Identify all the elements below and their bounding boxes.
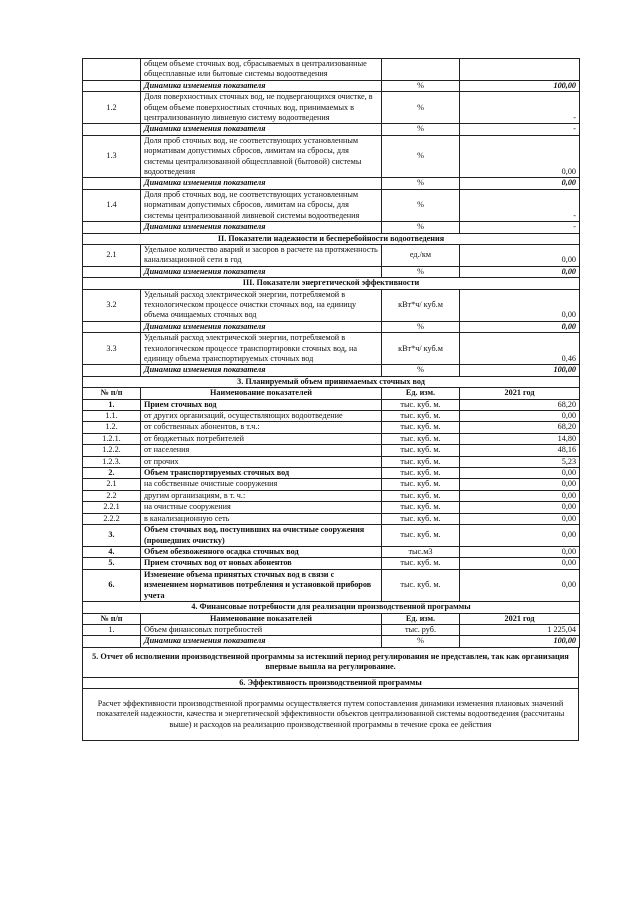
indicator-name: Прием сточных вод [141,399,382,410]
unit-cell: тыс. руб. [382,624,460,635]
value-cell: 0,00 [460,411,580,422]
unit-cell: % [382,178,460,189]
unit-cell: тыс. куб. м. [382,502,460,513]
unit-cell: % [382,135,460,178]
planned-volume-table [82,376,580,602]
col-name-header: Наименование показателей [141,388,382,399]
row-number [83,365,141,376]
row-number: 1.1. [83,411,141,422]
unit-cell: % [382,636,460,647]
unit-cell: кВт*ч/ куб.м [382,333,460,365]
row-number [83,59,141,81]
volume-row [83,433,580,444]
volume-row [83,569,580,601]
row-number: 2. [83,468,141,479]
value-cell: 1 225,04 [460,624,580,635]
col-name-header: Наименование показателей [141,613,382,624]
col-unit-header: Ед. изм. [382,388,460,399]
indicator-name: на собственные очистные сооружения [141,479,382,490]
indicator-row [83,135,580,178]
value-cell: 0,00 [460,569,580,601]
row-number [83,321,141,332]
row-number: 1.3 [83,135,141,178]
unit-cell: тыс. куб. м. [382,479,460,490]
row-number: 5. [83,558,141,569]
value-cell: 0,00 [460,525,580,547]
row-number: 3. [83,525,141,547]
value-cell: 100,00 [460,80,580,91]
indicator-name: Удельный расход электрической энергии, потребляемой в технологическом процессе транспортировки сточных вод, на единицу объема транспортируемых сточных вод [141,333,382,365]
row-number [83,80,141,91]
volume-row [83,411,580,422]
volume-row [83,422,580,433]
row-number: 4. [83,547,141,558]
indicator-row [83,59,580,81]
value-cell: 5,23 [460,456,580,467]
value-cell: 14,80 [460,433,580,444]
volume-row [83,558,580,569]
indicator-name: Динамика изменения показателя [141,80,382,91]
indicator-name: общем объеме сточных вод, сбрасываемых в централизованные общесплавные или бытовые системы водоотведения [141,59,382,81]
row-number [83,266,141,277]
indicator-name: Доля поверхностных сточных вод, не подвергающихся очистке, в общем объеме поверхностных сточных вод, принимаемых в централизованную ливневую систему водоотведения [141,92,382,124]
unit-cell: кВт*ч/ куб.м [382,289,460,321]
document-page [82,58,579,741]
value-cell: 0,00 [460,321,580,332]
row-number [83,636,141,647]
volume-row [83,525,580,547]
unit-cell: тыс. куб. м. [382,456,460,467]
indicator-row [83,244,580,266]
value-cell: 0,00 [460,490,580,501]
indicator-name: от населения [141,445,382,456]
indicator-name: Динамика изменения показателя [141,124,382,135]
value-cell: - [460,124,580,135]
section-6-text: Расчет эффективности производственной программы осуществляется путем сопоставления динамики изменения плановых значений показателей надежности, качества и энергетической эффективности объектов централизованной системы водоотведения (рассчитаны выше) и расходов на реализацию производственной программы в течение срока ее действия [83,689,579,741]
unit-cell: ед./км [382,244,460,266]
value-cell: 68,20 [460,422,580,433]
value-cell: 0,00 [460,178,580,189]
unit-cell: % [382,189,460,221]
row-number [83,222,141,233]
indicator-row [83,189,580,221]
col-num-header: № п/п [83,613,141,624]
indicator-name: Объем обезвоженного осадка сточных вод [141,547,382,558]
section-6-title: 6. Эффективность производственной программы [83,677,579,688]
row-number: 1.2. [83,422,141,433]
value-cell: - [460,222,580,233]
unit-cell: % [382,80,460,91]
unit-cell: тыс. куб. м. [382,468,460,479]
indicator-name: Удельный расход электрической энергии, потребляемой в технологическом процессе очистки сточных вод, на единицу объема очищаемых сточных вод [141,289,382,321]
col-year-header: 2021 год [460,613,580,624]
row-number: 1. [83,624,141,635]
value-cell: 0,00 [460,468,580,479]
unit-cell: % [382,222,460,233]
unit-cell: % [382,321,460,332]
value-cell: 100,00 [460,365,580,376]
unit-cell: % [382,266,460,277]
value-cell: 0,00 [460,513,580,524]
indicator-name: на очистные сооружения [141,502,382,513]
indicators-table [82,58,580,377]
volume-row [83,479,580,490]
indicator-name: от бюджетных потребителей [141,433,382,444]
unit-cell: тыс. куб. м. [382,558,460,569]
unit-cell: тыс. куб. м. [382,513,460,524]
finance-row [83,624,580,635]
value-cell: 0,00 [460,135,580,178]
value-cell [460,59,580,81]
value-cell: 0,46 [460,333,580,365]
row-number: 6. [83,569,141,601]
dynamics-row [83,636,580,647]
indicator-name: от прочих [141,456,382,467]
value-cell: 100,00 [460,636,580,647]
financial-needs-table [82,601,580,648]
value-cell: 0,00 [460,479,580,490]
unit-cell: тыс. куб. м. [382,411,460,422]
row-number: 1.4 [83,189,141,221]
value-cell: 68,20 [460,399,580,410]
report-section-table [82,647,579,741]
value-cell: 48,16 [460,445,580,456]
scan-top-edge [0,0,640,8]
value-cell: 0,00 [460,266,580,277]
volume-row [83,490,580,501]
indicator-name: Прием сточных вод от новых абонентов [141,558,382,569]
indicator-name: Удельное количество аварий и засоров в расчете на протяженность канализационной сети в год [141,244,382,266]
unit-cell: тыс. куб. м. [382,399,460,410]
volume-row [83,399,580,410]
dynamics-row [83,266,580,277]
indicator-name: Объем финансовых потребностей [141,624,382,635]
indicator-name: Динамика изменения показателя [141,321,382,332]
row-number: 2.2 [83,490,141,501]
row-number: 1.2.2. [83,445,141,456]
col-num-header: № п/п [83,388,141,399]
section-4-title: 4. Финансовые потребности для реализации производственной программы [83,602,580,613]
row-number: 2.2.2 [83,513,141,524]
volume-row [83,547,580,558]
row-number: 1.2 [83,92,141,124]
section-2-title: II. Показатели надежности и бесперебойности водоотведения [83,233,580,244]
dynamics-row [83,80,580,91]
unit-cell: тыс. куб. м. [382,525,460,547]
indicator-name: Доля проб сточных вод, не соответствующих установленным нормативам допустимых сбросов, лимитам на сбросы, для системы централизованной общесплавной (бытовой) системы водоотведения [141,135,382,178]
row-number: 1.2.1. [83,433,141,444]
unit-cell: % [382,365,460,376]
volume-row [83,502,580,513]
col-unit-header: Ед. изм. [382,613,460,624]
dynamics-row [83,124,580,135]
indicator-name: Изменение объема принятых сточных вод в связи с изменением нормативов потребления и установкой приборов учета [141,569,382,601]
indicator-name: Динамика изменения показателя [141,266,382,277]
volume-row [83,456,580,467]
row-number [83,178,141,189]
value-cell: 0,00 [460,547,580,558]
row-number [83,124,141,135]
row-number: 1. [83,399,141,410]
value-cell: 0,00 [460,244,580,266]
indicator-name: другим организациям, в т. ч.: [141,490,382,501]
row-number: 2.1 [83,479,141,490]
indicator-name: Объем транспортируемых сточных вод [141,468,382,479]
indicator-row [83,92,580,124]
volume-row [83,513,580,524]
value-cell: 0,00 [460,558,580,569]
row-number: 2.1 [83,244,141,266]
indicator-name: от других организаций, осуществляющих водоотведение [141,411,382,422]
indicator-name: в канализационную сеть [141,513,382,524]
volume-row [83,445,580,456]
col-year-header: 2021 год [460,388,580,399]
indicator-name: Динамика изменения показателя [141,636,382,647]
section-3-title: 3. Планируемый объем принимаемых сточных вод [83,376,580,387]
unit-cell: тыс. куб. м. [382,490,460,501]
unit-cell: тыс. куб. м. [382,433,460,444]
row-number: 1.2.3. [83,456,141,467]
dynamics-row [83,222,580,233]
dynamics-row [83,321,580,332]
indicator-name: Динамика изменения показателя [141,178,382,189]
unit-cell: тыс. куб. м. [382,422,460,433]
dynamics-row [83,365,580,376]
unit-cell: тыс.м3 [382,547,460,558]
indicator-name: Динамика изменения показателя [141,222,382,233]
unit-cell: % [382,124,460,135]
value-cell: 0,00 [460,502,580,513]
row-number: 3.3 [83,333,141,365]
indicator-name: Доля проб сточных вод, не соответствующих установленным нормативам допустимых сбросов, лимитам на сбросы, для системы централизованной ливневой системы водоотведения [141,189,382,221]
indicator-row [83,333,580,365]
section-3-indicators-title: III. Показатели энергетической эффективности [83,278,580,289]
value-cell: - [460,189,580,221]
row-number: 2.2.1 [83,502,141,513]
indicator-name: Объем сточных вод, поступивших на очистные сооружения (прошедших очистку) [141,525,382,547]
value-cell: 0,00 [460,289,580,321]
section-5-text: 5. Отчет об исполнении производственной программы за истекший период регулирования не представлен, так как организация впервые вышла на регулирование. [83,647,579,677]
indicator-name: Динамика изменения показателя [141,365,382,376]
unit-cell [382,59,460,81]
dynamics-row [83,178,580,189]
indicator-row [83,289,580,321]
volume-row [83,468,580,479]
unit-cell: тыс. куб. м. [382,445,460,456]
indicator-name: от собственных абонентов, в т.ч.: [141,422,382,433]
unit-cell: тыс. куб. м. [382,569,460,601]
unit-cell: % [382,92,460,124]
row-number: 3.2 [83,289,141,321]
value-cell: - [460,92,580,124]
